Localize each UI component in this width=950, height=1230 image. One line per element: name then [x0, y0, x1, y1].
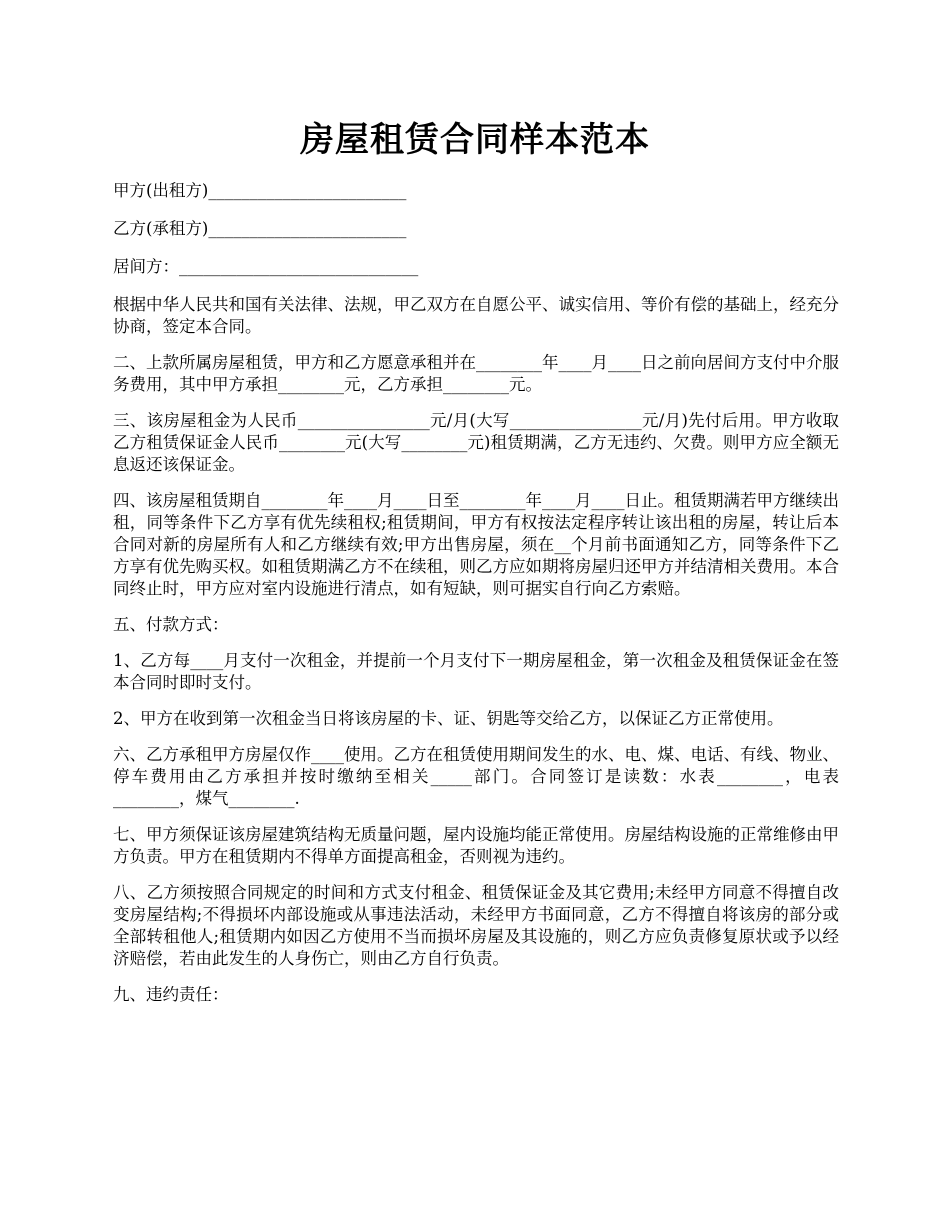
clause-6: 六、乙方承租甲方房屋仅作____使用。乙方在租赁使用期间发生的水、电、煤、电话、有线、物业、停车费用由乙方承担并按时缴纳至相关_____部门。合同签订是读数：水表________，电表________，煤气________.	[113, 745, 839, 808]
clause-5-item-2: 2、甲方在收到第一次租金当日将该房屋的卡、证、钥匙等交给乙方，以保证乙方正常使用。	[113, 709, 784, 728]
clause-5-heading: 五、付款方式：	[113, 615, 229, 634]
party-b-line: 乙方(承租方)________________________	[113, 219, 407, 238]
intermediary-line: 居间方：_____________________________	[113, 257, 419, 276]
document-title: 房屋租赁合同样本范本	[300, 120, 650, 160]
clause-9-heading: 九、违约责任：	[113, 985, 229, 1004]
clause-4: 四、该房屋租赁期自________年____月____日至________年____月____日止。租赁期满若甲方继续出租，同等条件下乙方享有优先续租权;租赁期间，甲方有权按法定程序转让该出租的房屋，转让后本合同对新的房屋所有人和乙方继续有效;甲方出售房屋，须在__个月前书面通知乙方，同等条件下乙方享有优先购买权。如租赁期满乙方不在续租，则乙方应如期将房屋归还甲方并结清相关费用。本合同终止时，甲方应对室内设施进行清点，如有短缺，则可据实自行向乙方索赔。	[113, 491, 839, 598]
preamble-paragraph: 根据中华人民共和国有关法律、法规，甲乙双方在自愿公平、诚实信用、等价有偿的基础上，经充分协商，签定本合同。	[113, 295, 839, 336]
clause-3: 三、该房屋租金为人民币________________元/月(大写________________元/月)先付后用。甲方收取乙方租赁保证金人民币________元(大写________元)租赁期满，乙方无违约、欠费。则甲方应全额无息返还该保证金。	[113, 411, 839, 474]
clause-8: 八、乙方须按照合同规定的时间和方式支付租金、租赁保证金及其它费用;未经甲方同意不得擅自改变房屋结构;不得损坏内部设施或从事违法活动，未经甲方书面同意，乙方不得擅自将该房的部分或全部转租他人;租赁期内如因乙方使用不当而损坏房屋及其设施的，则乙方应负责修复原状或予以经济赔偿，若由此发生的人身伤亡，则由乙方自行负责。	[113, 883, 839, 968]
clause-2: 二、上款所属房屋租赁，甲方和乙方愿意承租并在________年____月____日之前向居间方支付中介服务费用，其中甲方承担________元，乙方承担________元。	[113, 353, 839, 394]
document-body	[113, 180, 839, 1020]
clause-7: 七、甲方须保证该房屋建筑结构无质量问题，屋内设施均能正常使用。房屋结构设施的正常维修由甲方负责。甲方在租赁期内不得单方面提高租金，否则视为违约。	[113, 825, 839, 866]
clause-5-item-1: 1、乙方每____月支付一次租金，并提前一个月支付下一期房屋租金，第一次租金及租赁保证金在签本合同时即时支付。	[113, 651, 839, 692]
party-a-line: 甲方(出租方)________________________	[113, 181, 407, 200]
